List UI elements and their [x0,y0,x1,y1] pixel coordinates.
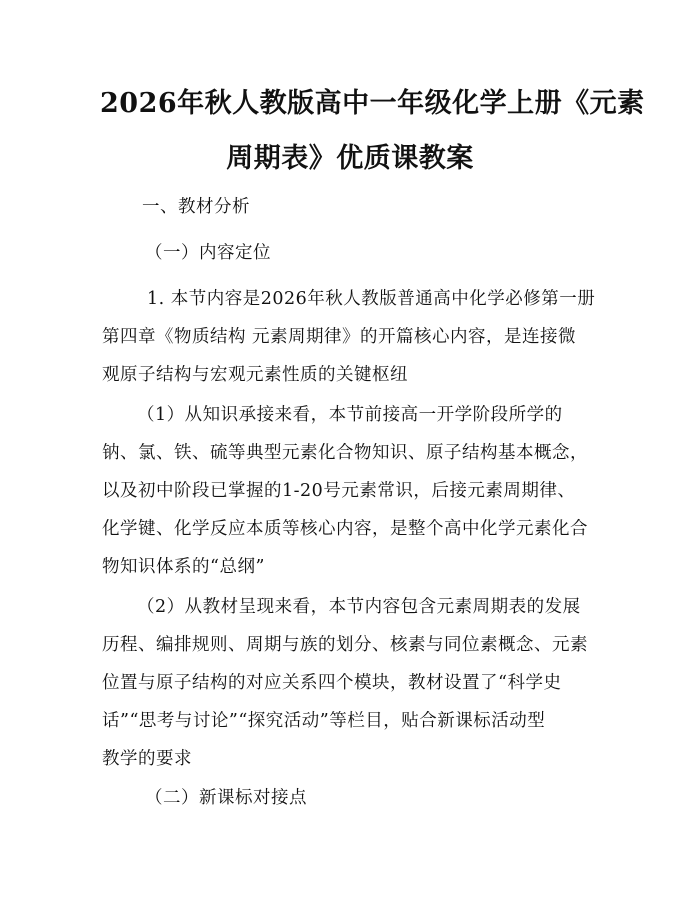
paragraph-1-line-3: 观原子结构与宏观元素性质的关键枢纽 [102,365,408,385]
paragraph-3-line-1: （2）从教材呈现来看，本节内容包含元素周期表的发展 [137,597,581,617]
paragraph-3 [102,588,602,778]
paragraph-2-line-3: 以及初中阶段已掌握的1-20号元素常识，后接元素周期律、 [102,481,576,501]
paragraph-2-line-5: 物知识体系的“总纲” [102,557,265,577]
paragraph-1 [102,280,602,394]
paragraph-3-line-4: 话”“思考与讨论”“探究活动”等栏目，贴合新课标活动型 [102,711,546,731]
document-title-line-2: 周期表》优质课教案 [226,143,474,174]
paragraph-1-line-1: 1. 本节内容是2026年秋人教版普通高中化学必修第一册 [147,289,596,309]
paragraph-2-line-2: 钠、氯、铁、硫等典型元素化合物知识、原子结构基本概念， [102,443,588,463]
subsection-heading-content-positioning: （一）内容定位 [145,243,271,263]
paragraph-3-line-2: 历程、编排规则、周期与族的划分、核素与同位素概念、元素 [102,635,588,655]
paragraph-2 [102,396,602,586]
paragraph-3-line-5: 教学的要求 [102,749,192,769]
paragraph-2-line-4: 化学键、化学反应本质等核心内容，是整个高中化学元素化合 [102,519,588,539]
section-heading-textbook-analysis: 一、教材分析 [142,197,250,217]
document-title-line-1: 2026年秋人教版高中一年级化学上册《元素 [100,88,645,119]
paragraph-3-line-3: 位置与原子结构的对应关系四个模块，教材设置了“科学史 [102,673,562,693]
paragraph-2-line-1: （1）从知识承接来看，本节前接高一开学阶段所学的 [137,405,563,425]
subsection-heading-new-curriculum: （二）新课标对接点 [145,788,307,808]
paragraph-1-line-2: 第四章《物质结构 元素周期律》的开篇核心内容，是连接微 [102,327,577,347]
